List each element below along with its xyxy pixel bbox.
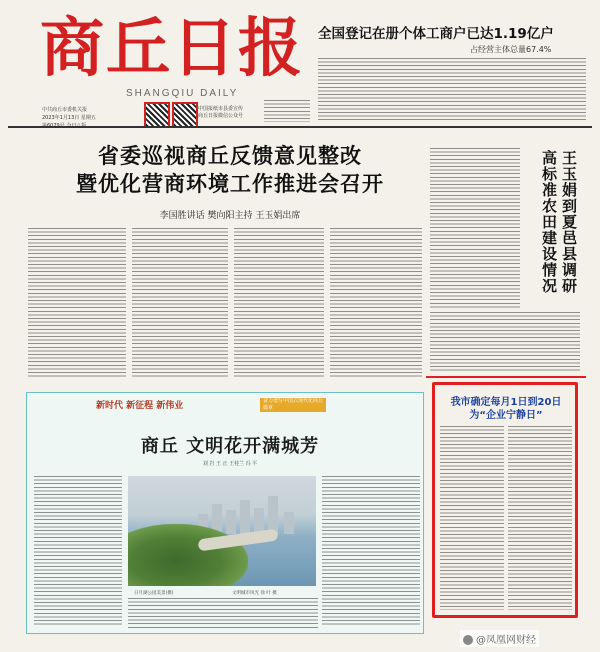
highlight-headline-line: 我市确定每月1日到20日 — [450, 397, 562, 408]
body-text — [132, 228, 228, 378]
highlight-headline — [446, 396, 566, 422]
feature-headline: 商丘 文明花开满城芳 — [140, 436, 320, 457]
weibo-icon — [463, 635, 473, 645]
body-text — [330, 228, 422, 378]
body-text — [264, 100, 310, 122]
watermark-text: @凤凰网财经 — [476, 635, 536, 646]
issue-info-line: 2023年1月13日 星期五 — [42, 115, 96, 121]
newspaper-logo-en: SHANGQIU DAILY — [126, 88, 239, 99]
highlight-headline-line: 为“企业宁静日” — [469, 410, 543, 421]
masthead-note-line: 商丘日报微信公众号 — [198, 113, 244, 119]
photo-caption: 日月湖公园美景(摄) — [134, 591, 174, 596]
top-right-subhead: 占经营主体总量67.4% — [470, 45, 552, 54]
body-text — [508, 426, 572, 610]
feature-byline: 刘 岩 王 正 王桂兰 冯 平 — [202, 461, 258, 467]
side-story-title: 高标准农田建设情况 — [540, 150, 558, 294]
top-right-headline: 全国登记在册个体工商户已达1.19亿户 — [318, 26, 554, 42]
red-divider — [426, 376, 586, 378]
newspaper-logo: 商丘日报 — [40, 11, 304, 86]
body-text — [318, 58, 586, 122]
body-text — [34, 476, 122, 626]
main-headline-line: 省委巡视商丘反馈意见整改 — [98, 143, 362, 168]
body-text — [28, 228, 126, 378]
building-shape — [284, 512, 294, 534]
main-subheadline: 李国胜讲话 樊向阳主持 王玉娟出席 — [159, 211, 301, 221]
qr-code-icon — [172, 102, 198, 128]
main-headline-line: 暨优化营商环境工作推进会召开 — [76, 171, 384, 196]
body-text — [322, 476, 420, 626]
masthead-note-line: 中国报纸市县委宣传 — [198, 106, 244, 112]
photo-caption: 文明城市风光 徐 叶 摄 — [232, 591, 277, 596]
park-greenery — [128, 524, 248, 586]
body-text — [128, 598, 318, 628]
body-text — [234, 228, 324, 378]
feature-tag: 奋力谱写中国式现代化商丘篇章 — [260, 398, 326, 412]
masthead-note — [198, 106, 258, 120]
body-text — [440, 426, 504, 610]
watermark — [460, 630, 539, 647]
main-headline — [40, 142, 420, 198]
side-story-title: 王玉娟到夏邑县调研 — [560, 150, 578, 294]
issue-info-line: 中共商丘市委机关报 — [42, 107, 88, 113]
body-text — [430, 312, 580, 372]
city-photo — [128, 476, 316, 586]
body-text — [430, 148, 520, 308]
feature-banner: 新时代 新征程 新伟业 — [96, 401, 184, 411]
qr-code-icon — [144, 102, 170, 128]
masthead-divider — [8, 126, 592, 128]
